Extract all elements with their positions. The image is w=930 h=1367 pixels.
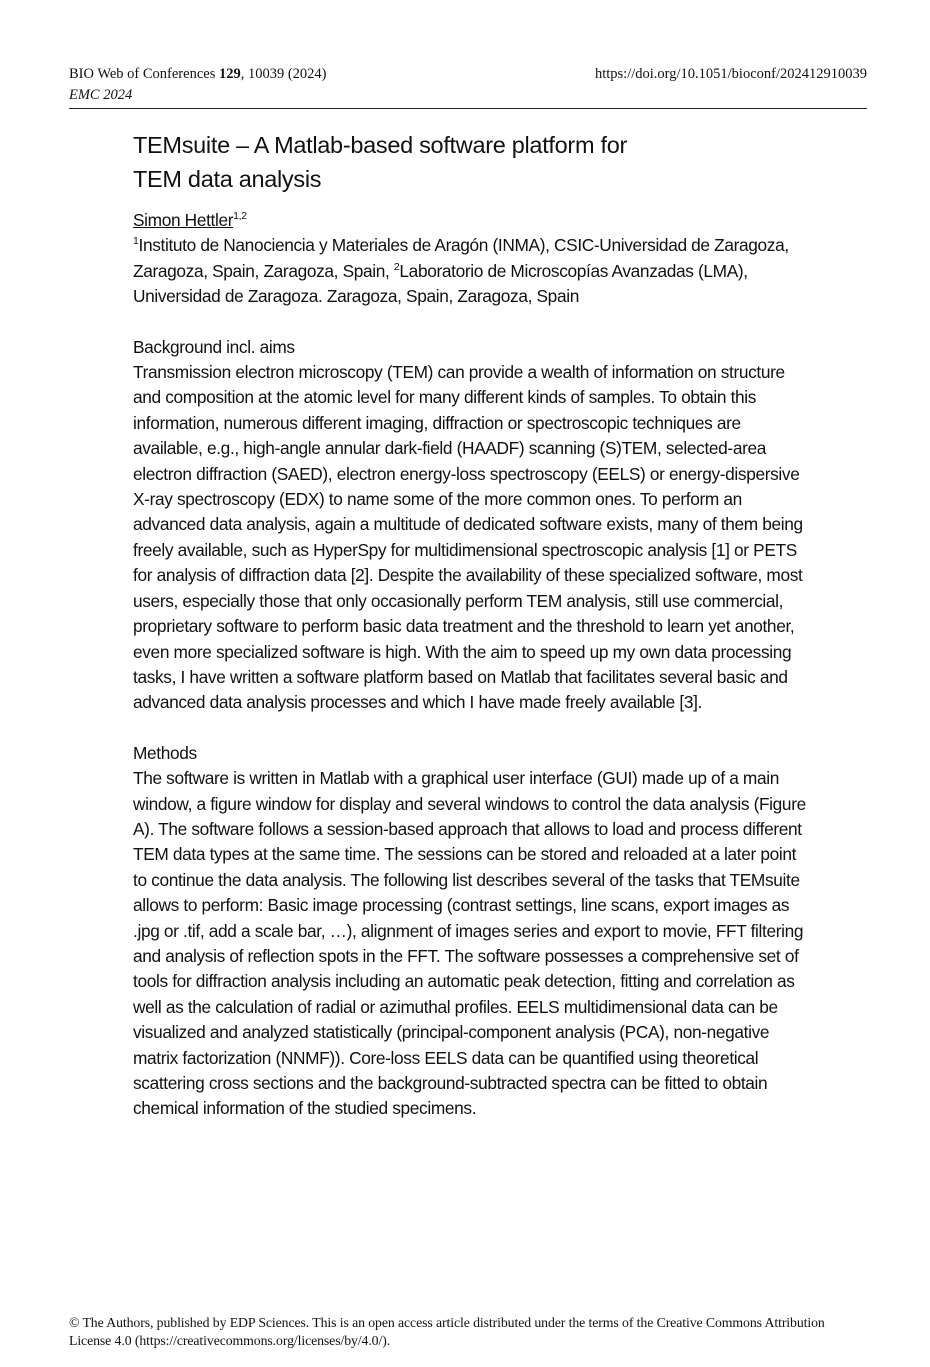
author-line xyxy=(133,208,813,233)
conference-name: EMC 2024 xyxy=(69,87,133,103)
background-paragraph: Transmission electron microscopy (TEM) can provide a wealth of information on structure and composition at the atomic level for many different kinds of samples. To obtain this information, numerous different imaging, diffraction or spectroscopic techniques are available, e.g., high-angle annular dark-field (HAADF) scanning (S)TEM, selected-area electron diffraction (SAED), electron energy-loss spectroscopy (EELS) or energy-dispersive X-ray spectroscopy (EDX) to name some of the more common ones. To perform an advanced data analysis, again a multitude of dedicated software exists, many of them being freely available, such as HyperSpy for multidimensional spectroscopic analysis [1] or PETS for analysis of diffraction data [2]. Despite the availability of these specialized software, most users, especially those that only occasionally perform TEM analysis, still use commercial, proprietary software to perform basic data treatment and the threshold to learn yet another, even more specialized software is high. With the aim to speed up my own data processing tasks, I have written a software platform based on Matlab that facilitates several basic and advanced data analysis processes and which I have made freely available [3]. xyxy=(133,362,803,713)
affiliation-1-mark: 1 xyxy=(133,235,139,248)
title-line-1: TEMsuite – A Matlab-based software platform for xyxy=(133,132,627,158)
affiliations xyxy=(133,233,813,309)
affiliation-2-mark: 2 xyxy=(393,261,400,274)
journal-volume: 129 xyxy=(218,66,241,82)
header-top-row xyxy=(69,64,867,85)
author-name[interactable]: Simon Hettler xyxy=(133,210,234,230)
article-body xyxy=(133,128,813,1122)
author-affiliation-marks: 1,2 xyxy=(233,210,247,223)
affiliation-2: Laboratorio de Microscopías Avanzadas (LMA), Universidad de Zaragoza. Zaragoza, Spain, Zaragoza, Spain xyxy=(133,260,748,307)
title-line-2: TEM data analysis xyxy=(133,166,322,192)
page-header xyxy=(69,64,867,106)
header-divider xyxy=(69,108,867,109)
methods-heading: Methods xyxy=(133,742,197,763)
article-number-year: , 10039 (2024) xyxy=(240,66,327,82)
methods-paragraph: The software is written in Matlab with a graphical user interface (GUI) made up of a main window, a figure window for display and several windows to control the data analysis (Figure A). The software follows a session-based approach that allows to load and process different TEM data types at the same time. The sessions can be stored and reloaded at a later point to continue the data analysis. The following list describes several of the tasks that TEMsuite allows to perform: Basic image processing (contrast settings, line scans, export images as .jpg or .tif, add a scale bar, …), alignment of images series and export to movie, FFT filtering and analysis of reflection spots in the FFT. The software possesses a comprehensive set of tools for diffraction analysis including an automatic peak detection, fitting and correlation as well as the calculation of radial or azimuthal profiles. EELS multidimensional data can be visualized and analyzed statistically (principal-component analysis (PCA), non-negative matrix factorization (NNMF)). Core-loss EELS data can be quantified using theoretical scattering cross sections and the background-subtracted spectra can be fitted to obtain chemical information of the studied specimens. xyxy=(133,768,806,1119)
journal-citation xyxy=(69,64,327,85)
affiliation-1: Instituto de Nanociencia y Materiales de Aragón (INMA), CSIC-Universidad de Zaragoza, Zaragoza, Spain, Zaragoza, Spain, xyxy=(133,235,789,281)
journal-name: BIO Web of Conferences xyxy=(69,66,219,82)
paper-title xyxy=(133,128,813,196)
license-footer: © The Authors, published by EDP Sciences. This is an open access article distributed under the terms of the Creative Commons Attribution License 4.0 (https://creativecommons.org/licenses/by/4.0/). xyxy=(69,1315,825,1348)
doi-link[interactable]: https://doi.org/10.1051/bioconf/202412910039 xyxy=(594,66,867,82)
background-heading: Background incl. aims xyxy=(133,336,295,357)
